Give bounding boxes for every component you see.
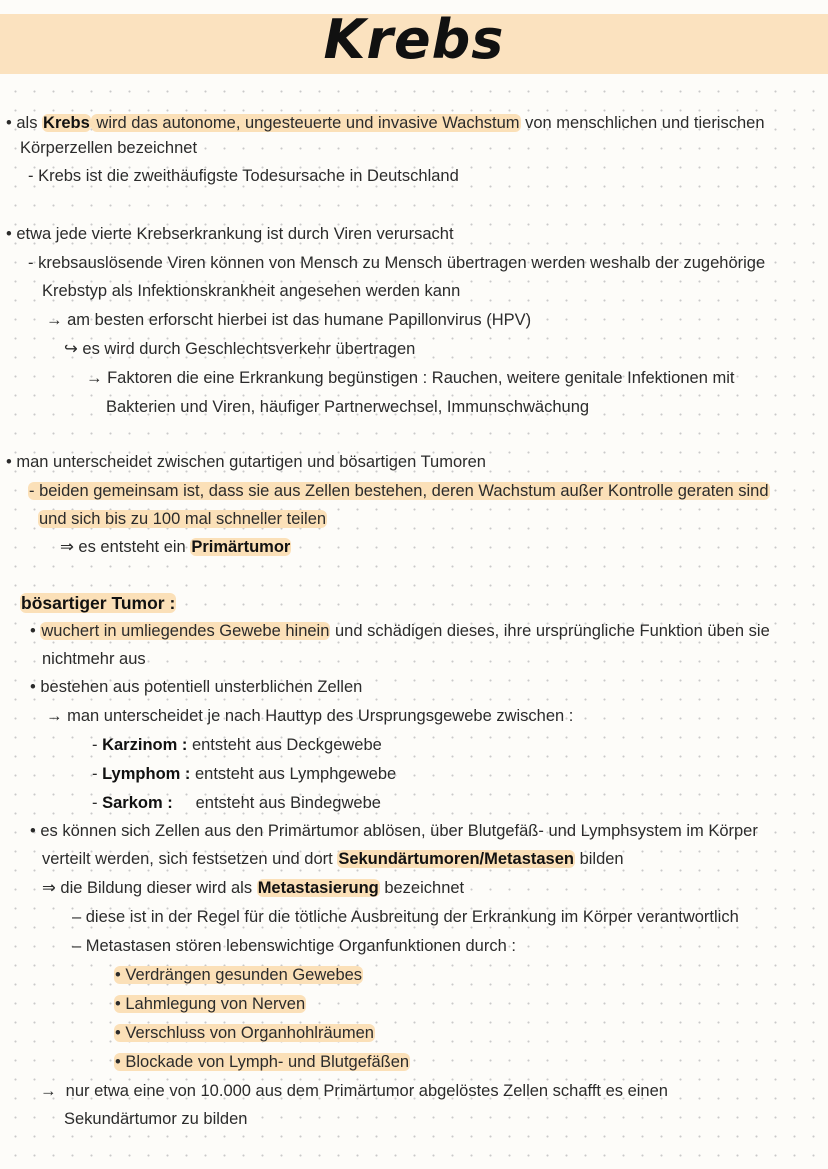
note-line xyxy=(64,1108,247,1130)
note-text: nichtmehr aus xyxy=(42,650,146,668)
note-line xyxy=(64,338,415,360)
highlighted-text: - beiden gemeinsam ist, dass sie aus Zellen bestehen, deren Wachstum außer Kontrolle geraten sind xyxy=(29,482,769,500)
note-text: - Krebs ist die zweithäufigste Todesursache in Deutschland xyxy=(28,167,459,185)
note-line xyxy=(28,480,770,502)
note-line xyxy=(114,964,363,986)
highlighted-text: • Verschluss von Organhohlräumen xyxy=(115,1024,374,1042)
note-line xyxy=(40,1080,668,1102)
bold-term: Primärtumor xyxy=(191,538,291,556)
note-text: bezeichnet xyxy=(379,879,465,897)
highlighted-text: wuchert in umliegendes Gewebe hinein xyxy=(41,622,330,640)
note-text: → Faktoren die eine Erkrankung begünstigen : Rauchen, weitere genitale Infektionen mit xyxy=(86,369,735,387)
note-line xyxy=(92,792,381,814)
note-line xyxy=(6,223,454,245)
note-line xyxy=(30,820,758,842)
note-text: ↪ es wird durch Geschlechtsverkehr übertragen xyxy=(64,340,416,358)
note-line xyxy=(42,280,460,302)
bold-term: Metastasierung xyxy=(257,879,379,897)
note-line xyxy=(6,112,765,134)
note-text: - xyxy=(92,794,103,812)
note-line xyxy=(46,705,573,727)
note-text: bilden xyxy=(574,850,624,868)
note-text: Krebstyp als Infektionskrankheit angesehen werden kann xyxy=(42,282,461,300)
note-line xyxy=(92,763,396,785)
note-text: Körperzellen bezeichnet xyxy=(20,139,198,157)
note-text: → am besten erforscht hierbei ist das humane Papillonvirus (HPV) xyxy=(46,311,532,329)
note-text: ⇒ die Bildung dieser wird als xyxy=(42,879,257,897)
note-text: verteilt werden, sich festsetzen und dort xyxy=(42,850,338,868)
note-text: entsteht aus Lymphgewebe xyxy=(190,765,397,783)
highlighted-text: • Blockade von Lymph- und Blutgefäßen xyxy=(115,1053,410,1071)
bold-term: Krebs xyxy=(43,114,90,132)
note-line xyxy=(60,536,291,558)
note-line xyxy=(114,1051,410,1073)
note-text: - xyxy=(92,736,103,754)
note-line xyxy=(72,935,516,957)
highlighted-text: wird das autonome, ungesteuerte und invasive Wachstum xyxy=(91,114,520,132)
note-text: • bestehen aus potentiell unsterblichen Zellen xyxy=(30,678,363,696)
note-text: von menschlichen und tierischen xyxy=(520,114,765,132)
note-text: und schädigen dieses, ihre ursprüngliche Funktion üben sie xyxy=(330,622,770,640)
note-line xyxy=(20,137,197,159)
note-line xyxy=(42,848,624,870)
note-line xyxy=(46,309,531,331)
note-text: Sekundärtumor zu bilden xyxy=(64,1110,248,1128)
note-text: entsteht aus Deckgewebe xyxy=(187,736,382,754)
note-text: entsteht aus Bindegwebe xyxy=(172,794,381,812)
note-text: - xyxy=(92,765,103,783)
bold-term: Sekundärtumoren/Metastasen xyxy=(338,850,574,868)
note-line xyxy=(28,252,765,274)
note-text: – Metastasen stören lebenswichtige Organfunktionen durch : xyxy=(72,937,516,955)
bold-term: Sarkom : xyxy=(102,794,173,812)
note-line xyxy=(20,592,176,614)
page-title: Krebs xyxy=(323,8,505,71)
note-line xyxy=(30,676,362,698)
note-text: – diese ist in der Regel für die tötliche Ausbreitung der Erkrankung im Körper verantwortlich xyxy=(72,908,739,926)
note-text: • es können sich Zellen aus den Primärtumor ablösen, über Blutgefäß- und Lymphsystem im Körper xyxy=(30,822,758,840)
note-line xyxy=(114,993,306,1015)
note-text: → man unterscheidet je nach Hauttyp des Ursprungsgewebe zwischen : xyxy=(46,707,574,725)
note-line xyxy=(28,165,459,187)
bold-term: Lymphom : xyxy=(102,765,191,783)
note-text: Bakterien und Viren, häufiger Partnerwechsel, Immunschwächung xyxy=(106,398,590,416)
highlighted-text: • Verdrängen gesunden Gewebes xyxy=(115,966,363,984)
note-line xyxy=(92,734,382,756)
note-line xyxy=(30,620,770,642)
highlighted-text: • Lahmlegung von Nerven xyxy=(115,995,306,1013)
note-text: - krebsauslösende Viren können von Mensch zu Mensch übertragen werden weshalb der zugehörige xyxy=(28,254,766,272)
note-line xyxy=(42,648,146,670)
note-text: • xyxy=(30,622,41,640)
note-line xyxy=(86,367,734,389)
note-line xyxy=(38,508,327,530)
note-line xyxy=(6,451,486,473)
note-text: • man unterscheidet zwischen gutartigen und bösartigen Tumoren xyxy=(6,453,486,471)
bold-term: Karzinom : xyxy=(102,736,188,754)
note-text: • etwa jede vierte Krebserkrankung ist durch Viren verursacht xyxy=(6,225,454,243)
note-line xyxy=(42,877,464,899)
bold-term: bösartiger Tumor : xyxy=(21,593,176,613)
note-line xyxy=(114,1022,375,1044)
highlighted-text: und sich bis zu 100 mal schneller teilen xyxy=(39,510,327,528)
note-text: ⇒ es entsteht ein xyxy=(60,538,191,556)
note-line xyxy=(106,396,589,418)
note-line xyxy=(72,906,739,928)
note-text: → nur etwa eine von 10.000 aus dem Primärtumor abgelöstes Zellen schafft es einen xyxy=(40,1082,668,1100)
note-text: • als xyxy=(6,114,43,132)
